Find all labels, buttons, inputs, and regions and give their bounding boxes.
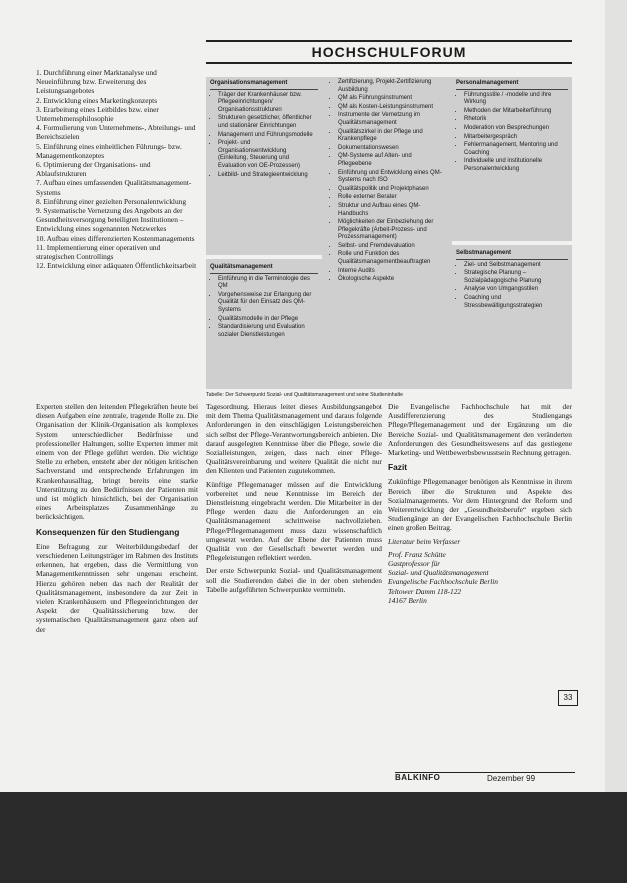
left-column bbox=[36, 402, 198, 638]
literature-note: Literatur beim Verfasser bbox=[388, 536, 461, 546]
table-heading: Personalmanagement bbox=[456, 80, 568, 90]
table-item: • Qualitätspolitik und Projektphasen bbox=[338, 186, 444, 194]
table-item: • Coaching und Stressbewältigungsstrategien bbox=[464, 295, 568, 310]
table-item: • Rolle und Funktion des Qualitätsmanagementbeauftragten bbox=[338, 251, 444, 266]
table-item: • Qualitätszirkel in der Pflege und Krankenpflege bbox=[338, 129, 444, 144]
table-divider bbox=[206, 255, 322, 259]
list-item: 5. Einführung eines einheitlichen Führungs- bzw. Managementkonzeptes bbox=[36, 141, 182, 160]
author-line: Prof. Franz Schütte bbox=[388, 549, 446, 559]
table-item: • QM als Führungsinstrument bbox=[338, 95, 444, 103]
paragraph: Der erste Schwerpunkt Sozial- und Qualitätsmanagement soll die Studierenden dabei die in der oben stehenden Tabelle aufgeführten Schwerpunkte vermitteln. bbox=[206, 566, 382, 594]
section-heading: Konsequenzen für den Studiengang bbox=[36, 526, 180, 537]
table-item: • Zertifizierung, Projekt-Zertifizierung Ausbildung bbox=[338, 79, 444, 94]
table-item: • Rolle externer Berater bbox=[338, 194, 444, 202]
table-item: • Instrumente der Vernetzung im Qualitätsmanagement bbox=[338, 112, 444, 127]
table-heading: Selbstmanagement bbox=[456, 250, 568, 260]
list-item: 10. Aufbau eines differenzierten Kostenmanagements bbox=[36, 233, 195, 243]
table-heading: Qualitätsmanagement bbox=[210, 264, 318, 274]
table-item: • Standardisierung und Evaluation sozialer Dienstleistungen bbox=[218, 324, 318, 339]
table-item: • Qualitätsmodelle in der Pflege bbox=[218, 316, 318, 324]
table-item: • Ziel- und Selbstmanagement bbox=[464, 262, 568, 270]
table-item: • Struktur und Aufbau eines QM-Handbuchs bbox=[338, 203, 444, 218]
table-item: • Fehlermanagement, Mentoring und Coaching bbox=[464, 142, 568, 157]
header-rule bbox=[206, 62, 572, 64]
author-line: Gastprofessor für bbox=[388, 559, 441, 569]
table-column-middle bbox=[326, 77, 448, 389]
right-column bbox=[388, 402, 572, 605]
table-caption: Tabelle: Der Schwerpunkt Sozial- und Qualitätsmanagement und seine Studieninhalte bbox=[206, 392, 403, 398]
middle-column bbox=[206, 402, 382, 598]
table-item: • Projekt- und Organisationsentwicklung (Einleitung, Steuerung und Evaluation von OE-Prozessen) bbox=[218, 140, 318, 170]
table-item: • Leitbild- und Strategieentwicklung bbox=[218, 172, 318, 180]
table-item: • Selbst- und Fremdevaluation bbox=[338, 243, 444, 251]
paragraph: Tagesordnung. Hieraus leitet dieses Ausbildungsangebot mit dem Thema Qualitätsmanagement und daraus folgende Anforderungen in den einschlägigen Leistungsbereichen sich selbst der Pflege-Verantwortungsbereich anbieten. Die darauf ausgelegten Kenntnisse über die Pflege, sowie die Sozialleistungen, zeigen, dass nach einer Pflege-Qualitätsvereinbarung und weitere Qualität die nicht nur den Klienten und Patienten zugutekommen. bbox=[206, 402, 382, 476]
table-item: • Strategische Planung – Sozialpädagogische Planung bbox=[464, 270, 568, 285]
list-item: 9. Systematische Vernetzung des Angebots an der Gesundheitsversorgung beteiligten Institutionen – Entwicklung eines sogenannten Netzwerkes bbox=[36, 206, 184, 234]
table-item: • Träger der Krankenhäuser bzw. Pflegeeinrichtungen/ Organisationsstrukturen bbox=[218, 92, 318, 115]
list-item: 2. Entwicklung eines Marketingkonzepts bbox=[36, 95, 158, 105]
list-item: 7. Aufbau eines umfassenden Qualitätsmanagement-Systems bbox=[36, 178, 192, 197]
section-heading: Fazit bbox=[388, 462, 408, 473]
table-item: • QM-Systeme auf Alten- und Pflegeebene bbox=[338, 153, 444, 168]
table-item: • Dokumentationswesen bbox=[338, 145, 444, 153]
numbered-list bbox=[36, 68, 198, 270]
list-item: 1. Durchführung einer Marktanalyse und Neueinführung bzw. Erweiterung des Leistungsangebotes bbox=[36, 68, 157, 96]
table-item: • Strukturen gesetzlicher, öffentlicher und stationärer Einrichtungen bbox=[218, 115, 318, 130]
table-item: • Analyse von Umgangsstilen bbox=[464, 286, 568, 294]
table-item: • QM als Kosten-Leistungsinstrument bbox=[338, 104, 444, 112]
table-column-right bbox=[452, 77, 572, 389]
page-footer bbox=[395, 772, 575, 782]
list-item: 8. Einführung einer gezielten Personalentwicklung bbox=[36, 196, 187, 206]
journal-title: HOCHSCHULFORUM bbox=[311, 44, 467, 60]
table-item: • Rhetorik bbox=[464, 116, 568, 124]
author-line: Teltower Damm 118-122 bbox=[388, 586, 462, 596]
table-item: • Möglichkeiten der Einbeziehung der Pflegekräfte (Arbeit-Prozess- und Prozessmanagement) bbox=[338, 219, 444, 242]
table-item: • Mitarbeitergespräch bbox=[464, 134, 568, 142]
table-item: • Führungsstile / -modelle und ihre Wirkung bbox=[464, 92, 568, 107]
list-item: 12. Entwicklung einer adäquaten Öffentlichkeitsarbeit bbox=[36, 261, 197, 271]
author-line: Evangelische Fachhochschule Berlin bbox=[388, 577, 499, 587]
scan-margin bbox=[605, 0, 627, 883]
table-item: • Einführung und Entwicklung eines QM-Systems nach ISO bbox=[338, 170, 444, 185]
table-divider bbox=[452, 241, 572, 245]
table-item: • Einführung in die Terminologie des QM bbox=[218, 276, 318, 291]
list-item: 4. Formulierung von Unternehmens-, Abteilungs- und Bereichszielen bbox=[36, 123, 196, 142]
scan-bottom-band bbox=[0, 792, 627, 883]
curriculum-table bbox=[206, 77, 572, 389]
paragraph: Zukünftige Pflegemanager benötigen als Kenntnisse in ihrem Bereich über die Strukturen und Aspekte des Sozialmanagements. Vor dem Hintergrund der Reform und Weiterentwicklung der „Gesundheitsberufe“ ergeben sich Studiengänge an der Evangelischen Fachhochschule Berlin einen großen Beitrag. bbox=[388, 477, 572, 533]
author-block bbox=[388, 550, 572, 605]
list-item: 11. Implementierung einer operativen und strategischen Controllings bbox=[36, 242, 161, 262]
paragraph: Künftige Pflegemanager müssen auf die Entwicklung vorbereitet und neue Kenntnisse im Bereich der Dienstleistung eingebracht werden. Die Mitarbeiter in der Pflege werden dazu die Anforderungen an ein Qualitätsmanagement schrittweise nachvollziehen. Pflege/Pflegemanagement muss dazu wissenschaftlich umgesetzt werden. Auf der Ebene der Patienten muss Qualität von der Gesellschaft bewertet werden und Pflegeleistungen reflektiert werden. bbox=[206, 479, 382, 563]
author-line: Sozial- und Qualitätsmanagement bbox=[388, 568, 489, 578]
table-item: • Management und Führungsmodelle bbox=[218, 132, 318, 140]
table-heading: Organisationsmanagement bbox=[210, 80, 318, 90]
table-item: • Individuelle und institutionelle Personalentwicklung bbox=[464, 158, 568, 173]
author-line: 14167 Berlin bbox=[388, 595, 427, 605]
page-number: 33 bbox=[558, 690, 578, 706]
table-item: • Ökologische Aspekte bbox=[338, 276, 444, 284]
table-item: • Moderation von Besprechungen bbox=[464, 125, 568, 133]
paragraph: Experten stellen den leitenden Pflegekräften heute bei diesen Aufgaben eine zentrale, tragende Rolle zu. Die Organisation der Klinik-Organisation als komplexes System unterschiedlicher Bedürfnisse und professioneller Haltungen, sollte Experten immer mit einem von der Pflege geführt werden. Die wichtige Stelle zu erheben, entsteht aber der nötigen kritischen Sachverstand und entsprechende Erfahrungen im Krankenhausalltag, bringt bereits eine starke Unterstützung zu den Bedürfnissen der Patienten mit und ist möglich hinsichtlich, bei der Organisation eines Arbeitsplatzes Zusammenhänge zu berücksichtigen. bbox=[36, 402, 198, 522]
paragraph: Eine Befragung zur Weiterbildungsbedarf der verschiedenen Leitungsträger im Rahmen des Instituts erkennen, hat ergeben, dass die Vermittlung von Managementkenntnissen sehr ungenau erscheint. Hierzu gehören neben das nach der Realität der Qualitätsmanagement, insbesondere da zur Zeit in vielen Krankenhäusern und Pflegeeinrichtungen der Aspekt der Qualitätssicherung bzw. der systematischen Qualitätsmanagement ganz oben auf der bbox=[36, 541, 198, 634]
list-item: 3. Erarbeitung eines Leitbildes bzw. einer Unternehmensphilosophie bbox=[36, 104, 159, 124]
list-item: 6. Optimierung der Organisations- und Ablaufstrukturen bbox=[36, 160, 151, 179]
table-item: • Vorgehensweise zur Erlangung der Qualität für den Einsatz des QM-Systems bbox=[218, 292, 318, 315]
table-item: • Interne Audits bbox=[338, 268, 444, 276]
table-column-left bbox=[206, 77, 322, 389]
footer-brand: BALKINFO bbox=[395, 773, 441, 782]
journal-header bbox=[206, 40, 572, 64]
footer-issue: Dezember 99 bbox=[487, 774, 536, 783]
table-item: • Methoden der Mitarbeiterführung bbox=[464, 108, 568, 116]
paragraph: Die Evangelische Fachhochschule hat mit der Ausdifferenzierung des Studiengangs Pflege/Pflegemanagement und der Ergänzung um die Bereiche Sozial- und Qualitätsmanagement den veränderten Anforderungen des Gesundheitswesens auf das gestiegene Marketing- und Wettbewerbsbewusstsein Rechnung getragen. bbox=[388, 402, 572, 458]
